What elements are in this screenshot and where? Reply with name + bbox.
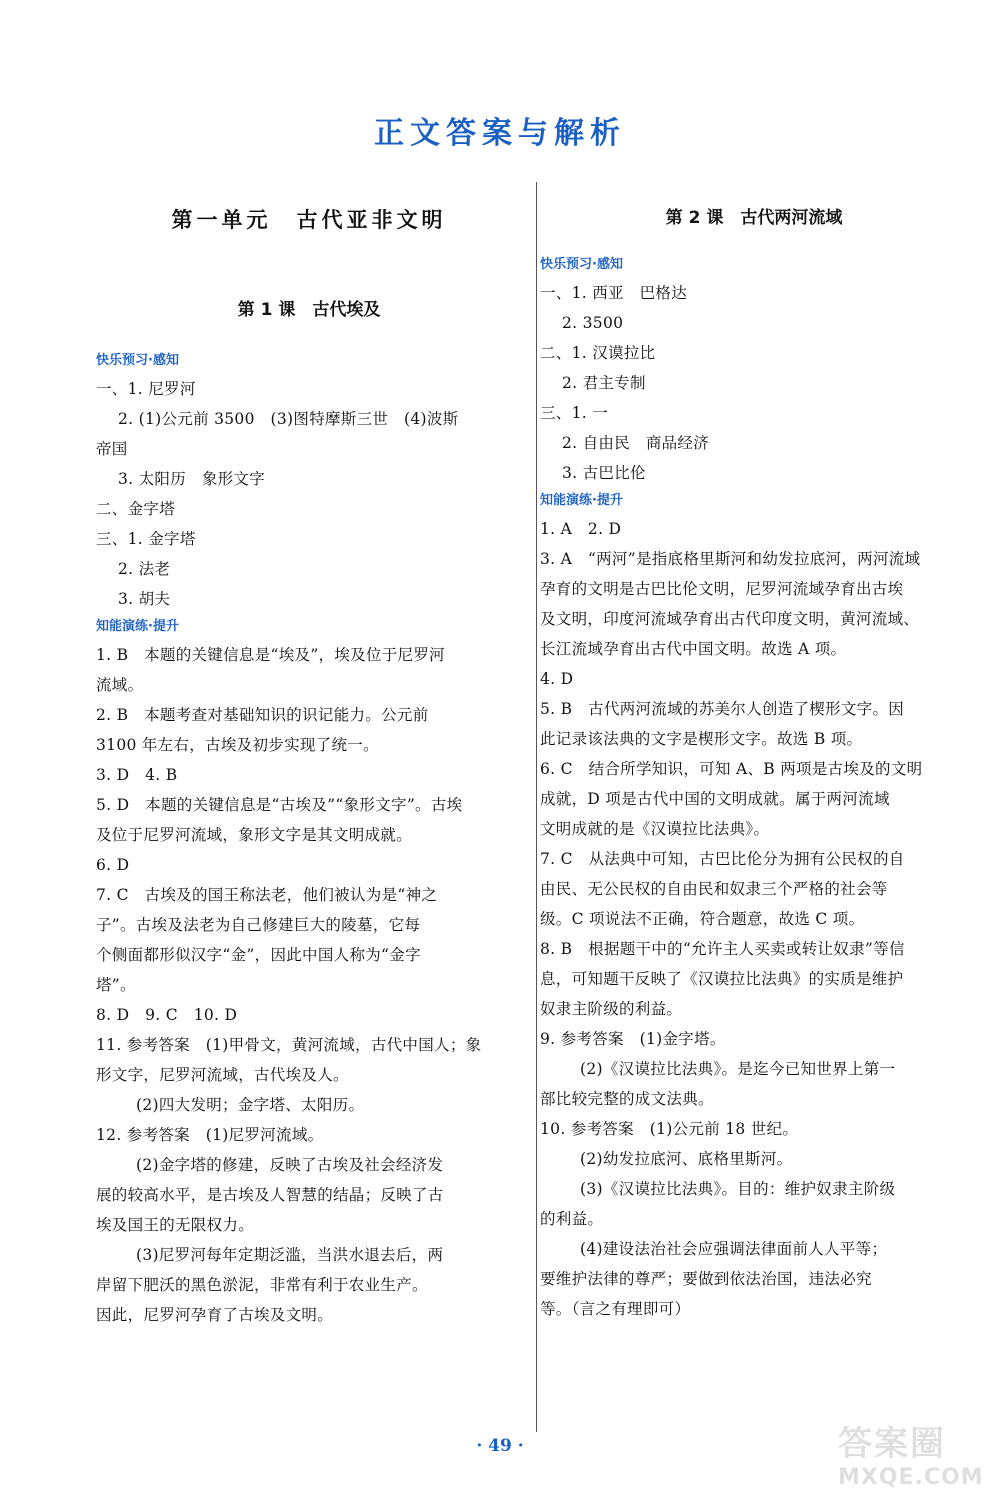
answer-line: 2. 君主专制 — [562, 374, 646, 392]
answer-line: 2. B 本题考查对基础知识的识记能力。公元前 — [96, 706, 429, 724]
right-column — [540, 180, 968, 1324]
right-sections — [540, 252, 968, 1324]
answer-line: 1. B 本题的关键信息是“埃及”，埃及位于尼罗河 — [96, 646, 445, 664]
answer-line: 二、金字塔 — [96, 500, 176, 518]
page-title: 正文答案与解析 — [374, 116, 626, 151]
answer-line: 12. 参考答案 (1)尼罗河流域。 — [96, 1126, 324, 1144]
column-divider — [536, 182, 537, 1432]
answer-line: 7. C 古埃及的国王称法老，他们被认为是“神之 — [96, 886, 438, 904]
answer-line: 奴隶主阶级的利益。 — [540, 1000, 683, 1018]
answer-line: 10. 参考答案 (1)公元前 18 世纪。 — [540, 1120, 799, 1138]
answer-line: 埃及国王的无限权力。 — [96, 1216, 255, 1234]
answer-line: 展的较高水平，是古埃及人智慧的结晶；反映了古 — [96, 1186, 444, 1204]
answer-line: 及文明，印度河流域孕育出古代印度文明，黄河流域、 — [540, 610, 920, 628]
answer-line: 因此，尼罗河孕育了古埃及文明。 — [96, 1306, 334, 1324]
answer-line: 子”。古埃及法老为自己修建巨大的陵墓，它每 — [96, 916, 421, 934]
answer-line: 3. D 4. B — [96, 766, 178, 784]
answer-line: 3. 胡夫 — [118, 590, 171, 608]
answer-line: (2)《汉谟拉比法典》。是迄今已知世界上第一 — [580, 1060, 896, 1078]
answer-line: (2)四大发明；金字塔、太阳历。 — [136, 1096, 365, 1114]
section-heading: 快乐预习·感知 — [540, 257, 623, 272]
answer-line: 6. C 结合所学知识，可知 A、B 两项是古埃及的文明 — [540, 760, 923, 778]
answer-line: 5. B 古代两河流域的苏美尔人创造了楔形文字。因 — [540, 700, 905, 718]
answer-line: 6. D — [96, 856, 130, 874]
answer-line: 3. A “两河”是指底格里斯河和幼发拉底河，两河流域 — [540, 550, 921, 568]
answer-line: 及位于尼罗河流域，象形文字是其文明成就。 — [96, 826, 413, 844]
answer-line: 2. (1)公元前 3500 (3)图特摩斯三世 (4)波斯 — [118, 410, 459, 428]
answer-line: (2)金字塔的修建，反映了古埃及社会经济发 — [136, 1156, 444, 1174]
left-sections — [96, 348, 522, 1330]
answer-line: 9. 参考答案 (1)金字塔。 — [540, 1030, 726, 1048]
answer-line: 息，可知题干反映了《汉谟拉比法典》的实质是维护 — [540, 970, 904, 988]
answer-line: 2. 3500 — [562, 314, 624, 332]
answer-line: 岸留下肥沃的黑色淤泥，非常有利于农业生产。 — [96, 1276, 428, 1294]
lesson-title-1: 第 1 课 古代埃及 — [237, 300, 381, 320]
answer-line: 三、1. 一 — [540, 404, 609, 422]
answer-line: 4. D — [540, 670, 574, 688]
answer-line: 一、1. 尼罗河 — [96, 380, 196, 398]
answer-line: 成就，D 项是古代中国的文明成就。属于两河流域 — [540, 790, 890, 808]
section-heading: 知能演练·提升 — [96, 619, 179, 634]
answer-line: 5. D 本题的关键信息是“古埃及”“象形文字”。古埃 — [96, 796, 463, 814]
answer-line: 此记录该法典的文字是楔形文字。故选 B 项。 — [540, 730, 863, 748]
answer-line: (4)建设法治社会应强调法律面前人人平等； — [580, 1240, 888, 1258]
answer-line: 三、1. 金字塔 — [96, 530, 196, 548]
answer-line: (3)《汉谟拉比法典》。目的：维护奴隶主阶级 — [580, 1180, 896, 1198]
answer-line: 流域。 — [96, 676, 144, 694]
answer-line: 2. 自由民 商品经济 — [562, 434, 710, 452]
answer-line: (3)尼罗河每年定期泛滥，当洪水退去后，两 — [136, 1246, 444, 1264]
watermark-bottom: MXQE.COM — [838, 1465, 984, 1490]
answer-line: 个侧面都形似汉字“金”，因此中国人称为“金字 — [96, 946, 421, 964]
watermark-top: 答案圈 — [838, 1424, 946, 1464]
left-column — [96, 180, 522, 1330]
watermark-logo — [838, 1416, 988, 1496]
section-heading: 知能演练·提升 — [540, 493, 623, 508]
section-heading: 快乐预习·感知 — [96, 353, 179, 368]
answer-line: 要维护法律的尊严；要做到依法治国，违法必究 — [540, 1270, 872, 1288]
answer-line: 长江流域孕育出古代中国文明。故选 A 项。 — [540, 640, 847, 658]
answer-line: 8. D 9. C 10. D — [96, 1006, 238, 1024]
answer-line: 帝国 — [96, 440, 128, 458]
answer-line: 等。（言之有理即可） — [540, 1300, 691, 1318]
answer-line: 一、1. 西亚 巴格达 — [540, 284, 688, 302]
answer-line: 3. 古巴比伦 — [562, 464, 646, 482]
answer-line: 8. B 根据题干中的“允许主人买卖或转让奴隶”等信 — [540, 940, 905, 958]
answer-line: 塔”。 — [96, 976, 136, 994]
answer-line: 孕育的文明是古巴比伦文明，尼罗河流域孕育出古埃 — [540, 580, 904, 598]
answer-line: 3. 太阳历 象形文字 — [118, 470, 266, 488]
answer-line: 的利益。 — [540, 1210, 604, 1228]
answer-line: 二、1. 汉谟拉比 — [540, 344, 656, 362]
page-number: · 49 · — [476, 1436, 524, 1456]
answer-line: 由民、无公民权的自由民和奴隶三个严格的社会等 — [540, 880, 888, 898]
answer-line: 1. A 2. D — [540, 520, 622, 538]
answer-line: 11. 参考答案 (1)甲骨文，黄河流域，古代中国人；象 — [96, 1036, 482, 1054]
unit-title: 第一单元 古代亚非文明 — [171, 207, 447, 232]
answer-line: 级。C 项说法不正确，符合题意，故选 C 项。 — [540, 910, 865, 928]
lesson-title-2: 第 2 课 古代两河流域 — [665, 208, 843, 228]
answer-line: 2. 法老 — [118, 560, 171, 578]
answer-line: (2)幼发拉底河、底格里斯河。 — [580, 1150, 793, 1168]
answer-line: 形文字，尼罗河流域，古代埃及人。 — [96, 1066, 349, 1084]
answer-line: 3100 年左右，古埃及初步实现了统一。 — [96, 736, 379, 754]
answer-line: 7. C 从法典中可知，古巴比伦分为拥有公民权的自 — [540, 850, 905, 868]
answer-line: 部比较完整的成文法典。 — [540, 1090, 714, 1108]
answer-line: 文明成就的是《汉谟拉比法典》。 — [540, 820, 770, 838]
